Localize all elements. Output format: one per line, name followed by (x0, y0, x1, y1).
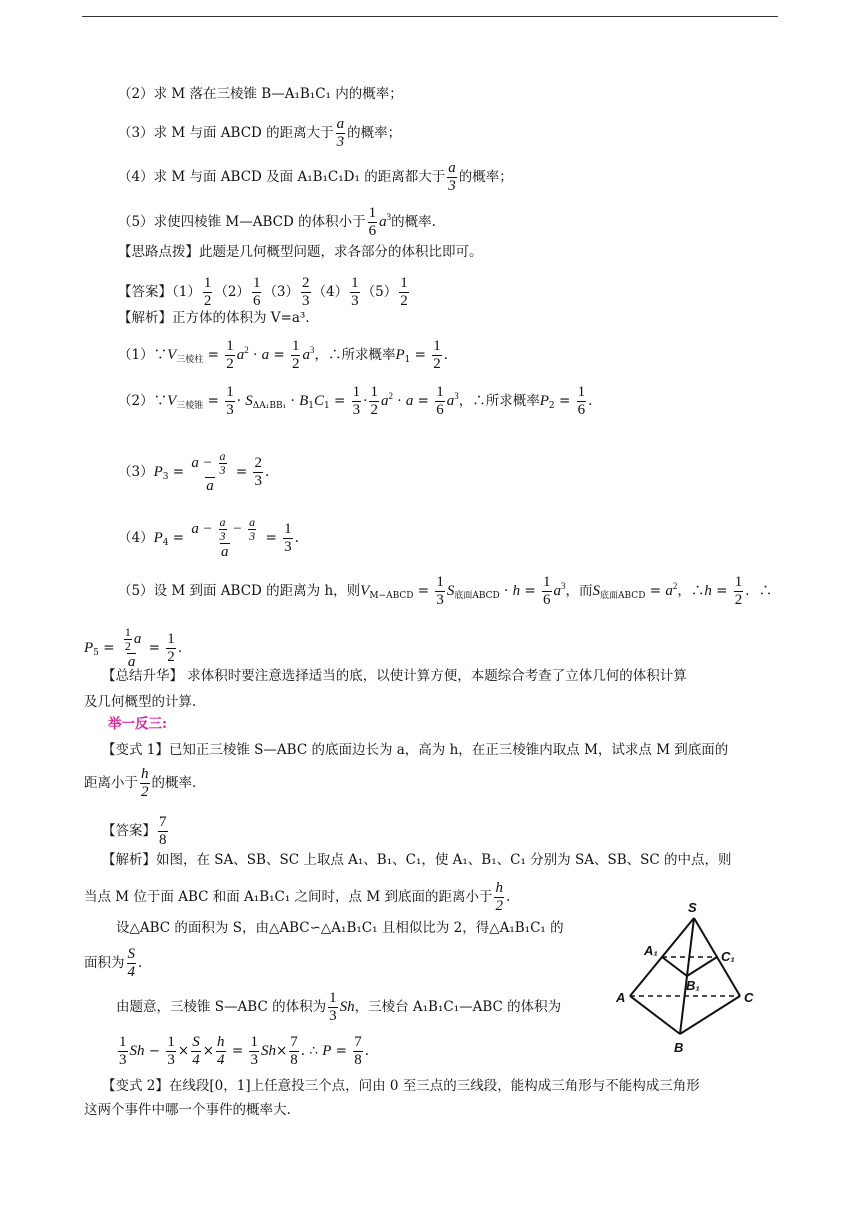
question-4: （4）求 M 与面 ABCD 及面 A₁B₁C₁D₁ 的距离都大于 $\frac{a}{3}$ 的概率； (118, 160, 513, 194)
summary: 【总结升华】 求体积时要注意选择适当的底，以使计算方便，本题综合考查了立体几何的体积计算 (102, 668, 687, 684)
variant-1-para-2: 由题意，三棱锥 S—ABC 的体积为 $\frac{1}{3}$ Sh，三棱台 A₁B₁C₁—ABC 的体积为 (116, 990, 562, 1024)
analysis-intro: 【解析】正方体的体积为 V=a³. (118, 310, 310, 326)
solution-5-result: $P_5$ = $\frac{1}{2}$ a a = $\frac{1}{2}$ . (84, 625, 183, 670)
variant-1-para-1b: 面积为 $\frac{S}{4}$ . (84, 946, 143, 980)
solution-4: $(4)P_4$ = a − $\frac{a}{3}$ − $\frac{a}{3}$ a = $\frac{1}{3}$ . (118, 515, 299, 560)
solution-5: （5）设 M 到面 ABCD 的距离为 h，则$V_{M-ABCD}$ = $\frac{1}{3}$ $S_{底面ABCD} \cdot h$ = $\frac{1}{6}$ $a^3$，而$S_{底面ABCD} = a^2$，∴h = $\frac{1}{2}$ ．∴ (118, 574, 773, 608)
label-S: S (688, 900, 697, 915)
variant-1-analysis-2: 当点 M 位于面 ABC 和面 A₁B₁C₁ 之间时，点 M 到底面的距离小于 $\frac{h}{2}$ . (84, 880, 511, 914)
answer: 【答案】（1） $\frac{1}{2}$ （2） $\frac{1}{6}$ （3） $\frac{2}{3}$ （4） $\frac{1}{3}$ （5） $\frac{1}{2}$ (118, 275, 408, 309)
label-B1: B₁ (686, 978, 700, 993)
label-A: A (616, 990, 626, 1005)
header-rule (82, 16, 778, 17)
edge-AB (630, 996, 680, 1034)
edge-CB (680, 996, 740, 1034)
question-3: （3）求 M 与面 ABCD 的距离大于 $\frac{a}{3}$ 的概率； (118, 116, 402, 150)
variant-2-line-2: 这两个事件中哪一个事件的概率大. (84, 1102, 291, 1118)
summary-line-2: 及几何概型的计算. (84, 694, 197, 710)
variant-1-para-1: 设△ABC 的面积为 S，由△ABC∽△A₁B₁C₁ 且相似比为 2，得△A₁B₁C₁ 的 (116, 920, 564, 936)
question-5: （5）求使四棱锥 M—ABCD 的体积小于 $\frac{1}{6}$ $a^3$的概率. (118, 205, 436, 239)
solution-3: $(3)P_3$ = a − $\frac{a}{3}$ a = $\frac{2}{3}$ . (118, 449, 270, 494)
label-C: C (744, 990, 754, 1005)
variant-1-answer: 【答案】 $\frac{7}{8}$ (102, 814, 167, 848)
question-2: （2）求 M 落在三棱锥 B—A₁B₁C₁ 内的概率； (118, 86, 403, 102)
variant-1-line-2: 距离小于 $\frac{h}{2}$ 的概率. (84, 766, 197, 800)
variant-1-analysis-1: 【解析】如图，在 SA、SB、SC 上取点 A₁、B₁、C₁，使 A₁、B₁、C₁ 分别为 SA、SB、SC 的中点，则 (102, 852, 732, 868)
variant-2-line-1: 【变式 2】在线段[0，1]上任意投三个点，问由 0 至三点的三线段，能构成三角形与不能构成三角形 (102, 1078, 700, 1094)
edge-A1B1 (662, 957, 687, 976)
pyramid-figure (610, 898, 770, 1058)
variant-1-line-1: 【变式 1】已知正三棱锥 S—ABC 的底面边长为 a，高为 h，在正三棱锥内取点 M，试求点 M 到底面的 (102, 742, 729, 758)
solution-1: $(1)\because V_{三棱柱}$ = $\frac{1}{2}$ $a^2 \cdot a$ = $\frac{1}{2}$ $a^3$，∴所求概率$P_1$ = $\frac{1}{2}$ . (118, 338, 449, 372)
section-title: 举一反三: (108, 716, 167, 732)
hint: 【思路点拨】此题是几何概型问题，求各部分的体积比即可。 (118, 244, 483, 260)
label-A1: A₁ (644, 943, 658, 958)
label-C1: C₁ (721, 949, 735, 964)
label-B: B (674, 1040, 684, 1055)
solution-2: $(2)\because V_{三棱锥}$ = $\frac{1}{3}$ · $S_{\Delta A_1BB_1} \cdot B_1C_1$ = $\frac{1}{3}$ · $\frac{1}{2}$ $a^2 \cdot a$ = $\frac{1}{6}$ $a^3$，∴所求概率$P_2$ = $\frac{1}{6}$ . (118, 384, 593, 418)
variant-1-formula: $\frac{1}{3}$ Sh − $\frac{1}{3}$ × $\frac{S}{4}$ × $\frac{h}{4}$ = $\frac{1}{3}$ Sh× $\frac{7}{8}$ . ∴ P = $\frac{7}{8}$ . (119, 1034, 370, 1068)
edge-C1B1 (687, 957, 717, 976)
